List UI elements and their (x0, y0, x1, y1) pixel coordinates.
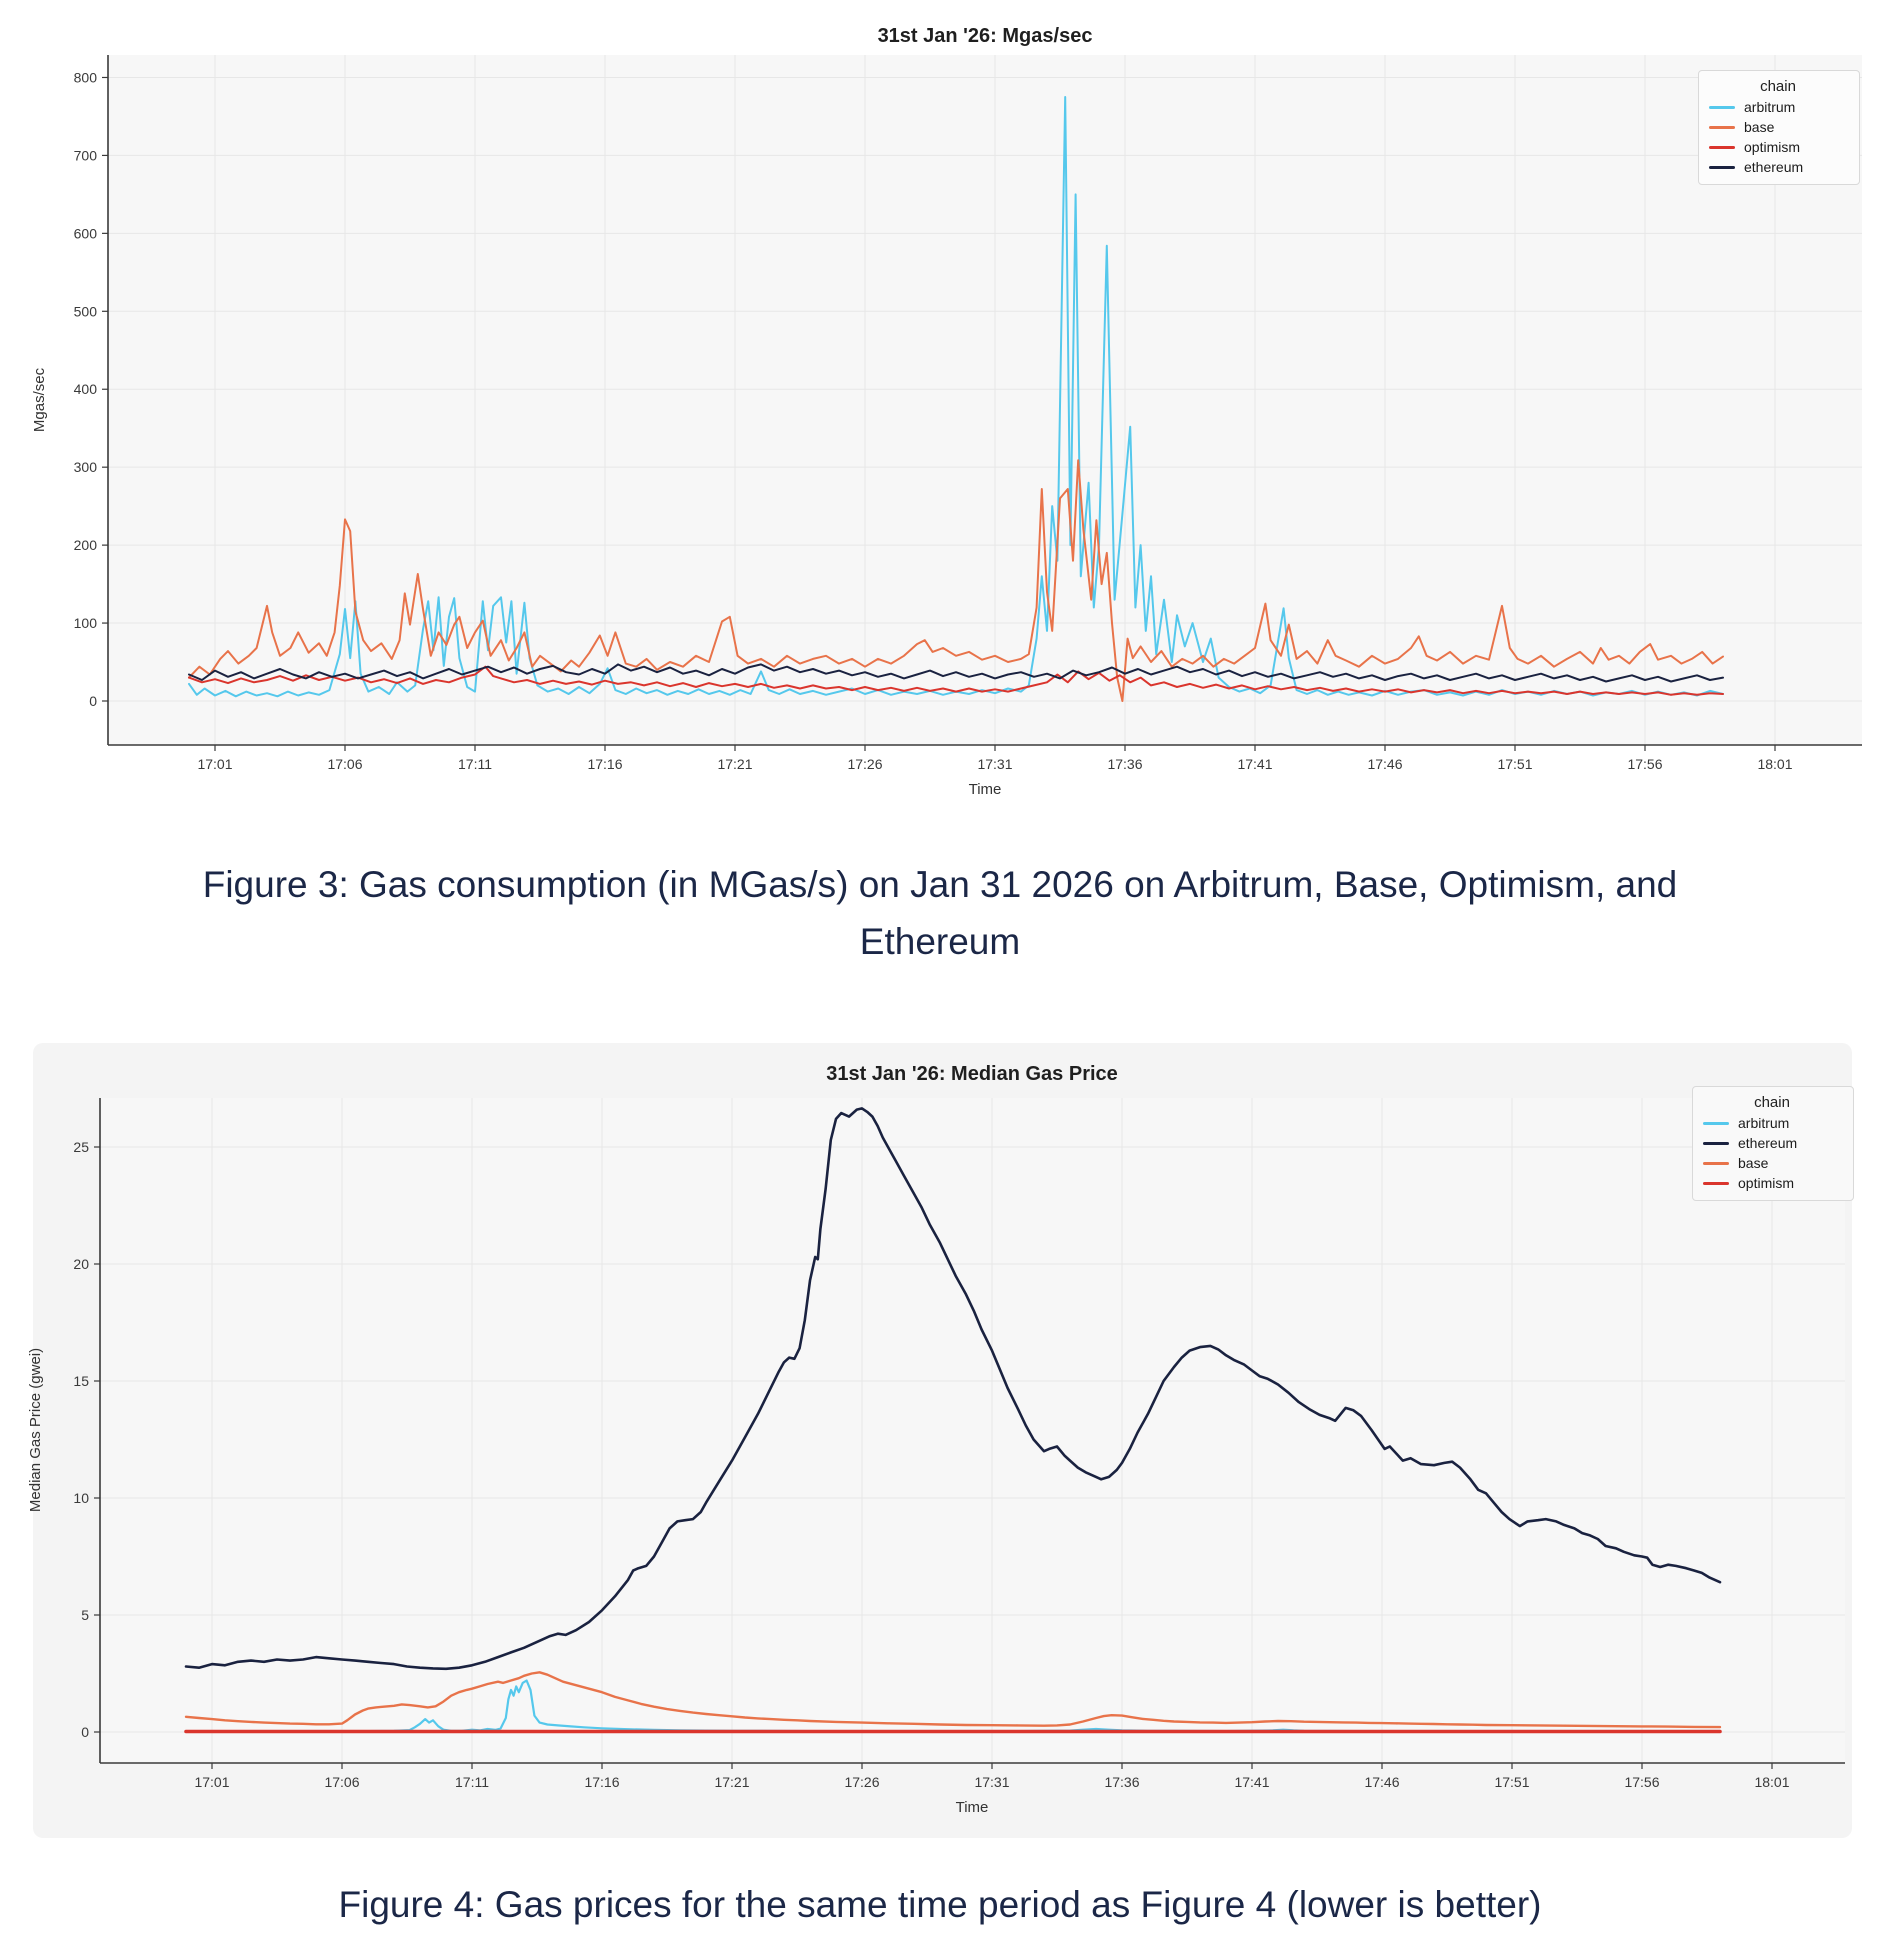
x-tick-label: 17:36 (1107, 756, 1143, 772)
x-tick-label: 17:26 (847, 756, 883, 772)
y-tick-label: 100 (73, 615, 97, 632)
legend-swatch-optimism (1709, 146, 1735, 149)
figure4-chart (0, 1040, 1880, 1850)
y-tick-label: 800 (73, 69, 97, 86)
y-tick-label: 500 (73, 303, 97, 320)
legend-item-optimism (1703, 1175, 1841, 1191)
legend-item-ethereum (1703, 1135, 1841, 1151)
legend-swatch-ethereum (1703, 1142, 1729, 1145)
legend-label: base (1738, 1155, 1769, 1171)
x-tick-label: 17:11 (455, 1774, 489, 1790)
legend-item-arbitrum (1709, 99, 1847, 115)
figure3-legend (1698, 70, 1860, 185)
legend-swatch-arbitrum (1709, 106, 1735, 109)
figure4-caption-text: Figure 4: Gas prices for the same time period as Figure 4 (lower is better) (338, 1884, 1542, 1925)
x-tick-label: 17:31 (974, 1774, 1010, 1790)
figure4-caption (0, 1876, 1880, 1933)
x-tick-label: 17:21 (717, 756, 753, 772)
legend-item-base (1703, 1155, 1841, 1171)
legend-label: base (1744, 119, 1775, 135)
y-tick-label: 25 (73, 1139, 89, 1155)
figure3-caption (0, 856, 1880, 971)
y-tick-label: 15 (73, 1373, 89, 1389)
legend-swatch-arbitrum (1703, 1122, 1729, 1125)
legend-label: ethereum (1744, 159, 1804, 175)
x-tick-label: 17:46 (1367, 756, 1403, 772)
y-tick-label: 0 (89, 693, 97, 709)
legend-label: optimism (1744, 139, 1801, 155)
x-tick-label: 17:26 (844, 1774, 880, 1790)
figure4-title: 31st Jan '26: Median Gas Price (826, 1063, 1118, 1085)
y-tick-label: 200 (73, 537, 97, 554)
figure3-caption-text: Figure 3: Gas consumption (in MGas/s) on Jan 31 2026 on Arbitrum, Base, Optimism, and Ethereum (202, 864, 1678, 963)
y-tick-label: 0 (81, 1724, 89, 1740)
y-tick-label: 400 (73, 381, 97, 398)
legend-swatch-ethereum (1709, 166, 1735, 169)
y-tick-label: 5 (81, 1607, 89, 1623)
x-tick-label: 17:01 (197, 756, 233, 772)
y-tick-label: 300 (73, 459, 97, 476)
plot-area (100, 1098, 1845, 1763)
x-tick-label: 17:36 (1104, 1774, 1140, 1790)
figure3-xlabel: Time (968, 781, 1002, 798)
x-tick-label: 17:06 (327, 756, 363, 772)
x-tick-label: 18:01 (1757, 756, 1793, 772)
x-tick-label: 17:41 (1234, 1774, 1270, 1790)
x-tick-label: 17:16 (584, 1774, 620, 1790)
x-tick-label: 17:56 (1624, 1774, 1660, 1790)
legend-item-arbitrum (1703, 1115, 1841, 1131)
x-tick-label: 17:21 (714, 1774, 750, 1790)
y-tick-label: 20 (73, 1256, 89, 1272)
legend-swatch-base (1709, 126, 1735, 129)
legend-item-base (1709, 119, 1847, 135)
x-tick-label: 18:01 (1754, 1774, 1790, 1790)
legend-item-ethereum (1709, 159, 1847, 175)
figure3-ylabel: Mgas/sec (31, 367, 48, 433)
y-tick-label: 10 (73, 1490, 89, 1506)
legend-item-optimism (1709, 139, 1847, 155)
x-tick-label: 17:46 (1364, 1774, 1400, 1790)
legend-swatch-optimism (1703, 1182, 1729, 1185)
plot-area (108, 55, 1862, 745)
x-tick-label: 17:56 (1627, 756, 1663, 772)
figure4-ylabel: Median Gas Price (gwei) (27, 1347, 44, 1513)
x-tick-label: 17:51 (1494, 1774, 1530, 1790)
legend-title: chain (1754, 1094, 1790, 1111)
figure4-legend (1692, 1086, 1854, 1201)
legend-swatch-base (1703, 1162, 1729, 1165)
y-tick-label: 600 (73, 225, 97, 242)
x-tick-label: 17:11 (458, 756, 492, 772)
x-tick-label: 17:06 (324, 1774, 360, 1790)
figure3-title: 31st Jan '26: Mgas/sec (877, 25, 1093, 47)
x-tick-label: 17:41 (1237, 756, 1273, 772)
legend-title: chain (1760, 78, 1796, 95)
x-tick-label: 17:01 (194, 1774, 230, 1790)
legend-label: arbitrum (1738, 1115, 1790, 1131)
figure4-xlabel: Time (955, 1799, 989, 1816)
legend-label: arbitrum (1744, 99, 1796, 115)
legend-label: ethereum (1738, 1135, 1798, 1151)
figure3-chart (0, 0, 1880, 845)
x-tick-label: 17:51 (1497, 756, 1533, 772)
x-tick-label: 17:16 (587, 756, 623, 772)
y-tick-label: 700 (73, 147, 97, 164)
x-tick-label: 17:31 (977, 756, 1013, 772)
legend-label: optimism (1738, 1175, 1795, 1191)
